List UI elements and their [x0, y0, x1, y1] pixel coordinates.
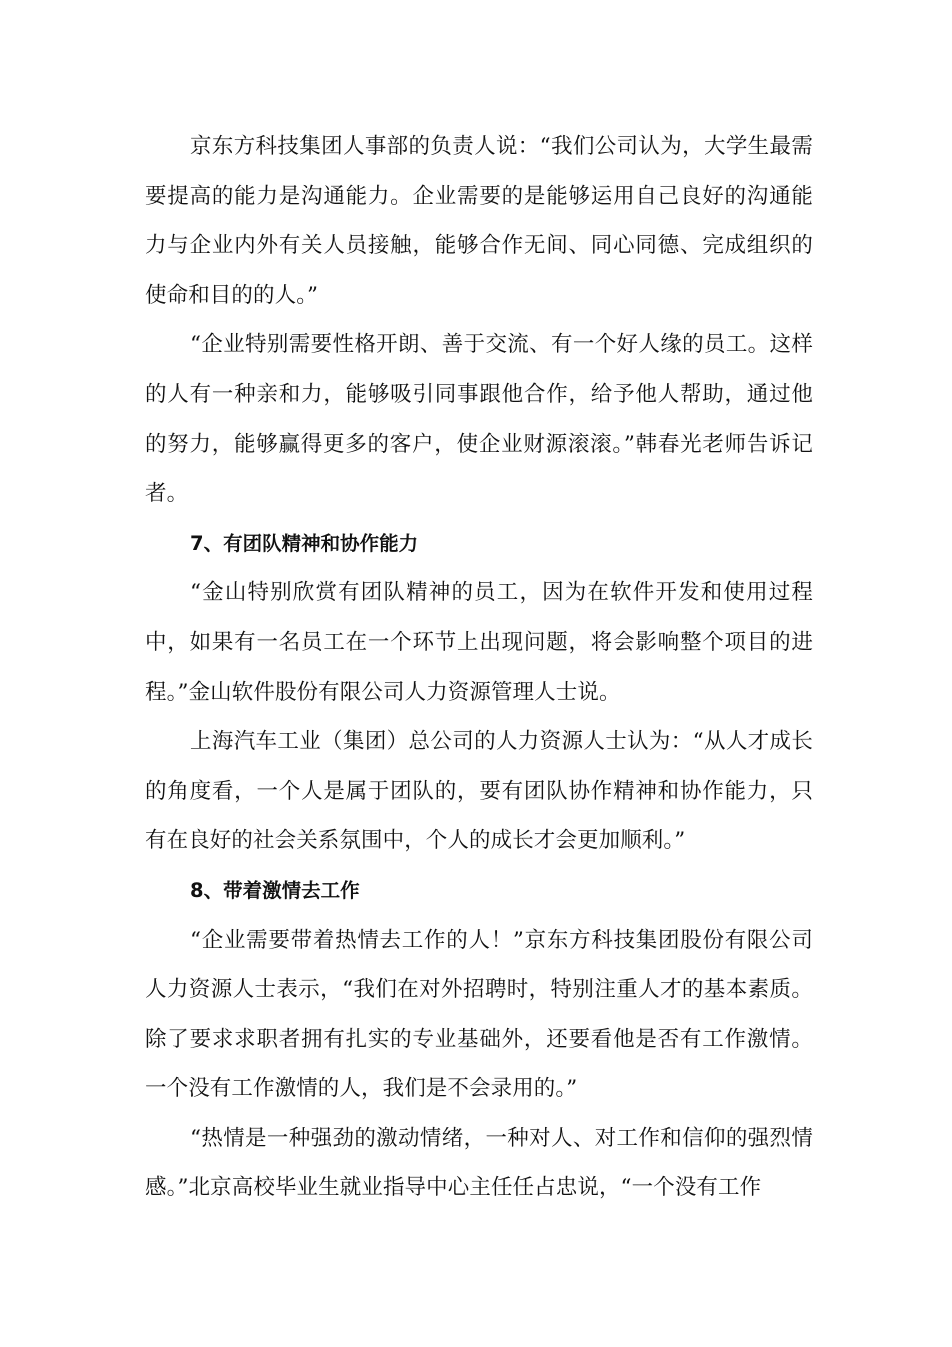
paragraph-beijing-employment-center: “热情是一种强劲的激动情绪，一种对人、对工作和信仰的强烈情感。”北京高校毕业生就业指导中心主任任占忠说，“一个没有工作 — [145, 1125, 813, 1201]
paragraph-boe-passion: “企业需要带着热情去工作的人！”京东方科技集团股份有限公司人力资源人士表示，“我们在对外招聘时，特别注重人才的基本素质。除了要求求职者拥有扎实的专业基础外，还要看他是否有工作激情。一个没有工作激情的人，我们是不会录用的。” — [145, 927, 813, 1102]
paragraph-saic-teamwork: 上海汽车工业（集团）总公司的人力资源人士认为：“从人才成长的角度看，一个人是属于团队的，要有团队协作精神和协作能力，只有在良好的社会关系氛围中，个人的成长才会更加顺利。” — [145, 729, 813, 854]
paragraph-kingsoft-teamwork: “金山特别欣赏有团队精神的员工，因为在软件开发和使用过程中，如果有一名员工在一个环节上出现问题，将会影响整个项目的进程。”金山软件股份有限公司人力资源管理人士说。 — [145, 580, 813, 705]
section-heading-teamwork: 7、有团队精神和协作能力 — [190, 531, 419, 555]
section-heading-passion: 8、带着激情去工作 — [190, 878, 360, 902]
paragraph-han-chunguang-quote: “企业特别需要性格开朗、善于交流、有一个好人缘的员工。这样的人有一种亲和力，能够吸引同事跟他合作，给予他人帮助，通过他的努力，能够赢得更多的客户，使企业财源滚滚。”韩春光老师告诉记者。 — [145, 332, 813, 507]
document-page — [145, 122, 813, 1213]
paragraph-boe-hr-communication: 京东方科技集团人事部的负责人说：“我们公司认为，大学生最需要提高的能力是沟通能力。企业需要的是能够运用自己良好的沟通能力与企业内外有关人员接触，能够合作无间、同心同德、完成组织的使命和目的的人。” — [145, 134, 813, 308]
